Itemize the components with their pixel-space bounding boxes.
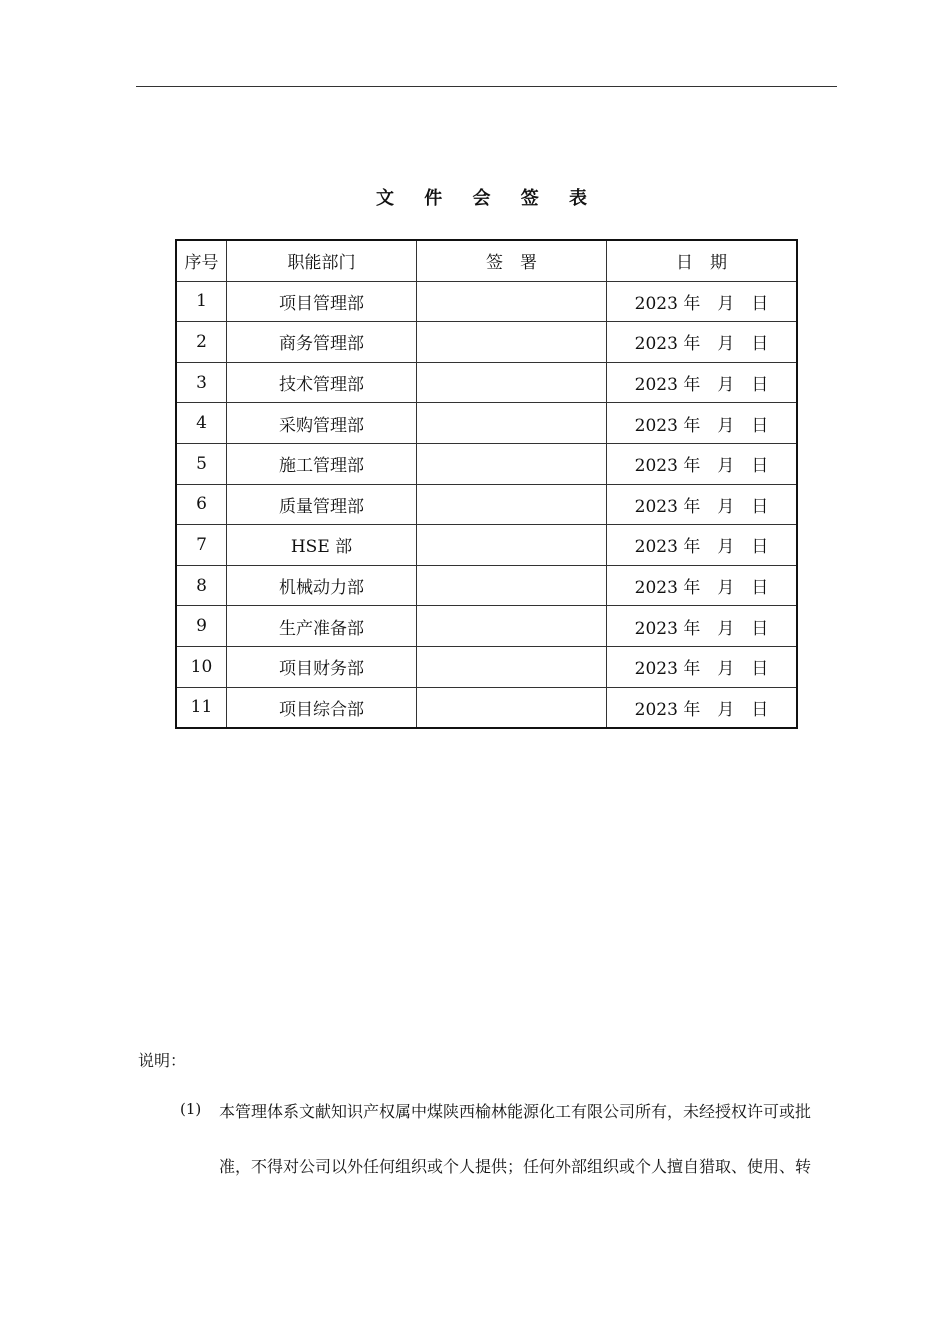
table-row: [176, 443, 797, 484]
table-row: [176, 484, 797, 525]
page-title: 文 件 会 签 表: [375, 188, 600, 209]
row-signature-cell[interactable]: [417, 646, 607, 687]
row-number: 9: [176, 606, 227, 647]
row-department: 商务管理部: [227, 322, 417, 363]
row-date: 2023 年 月 日: [607, 646, 798, 687]
row-department: 项目财务部: [227, 646, 417, 687]
row-department: 生产准备部: [227, 606, 417, 647]
table-row: [176, 565, 797, 606]
row-department: HSE 部: [227, 525, 417, 566]
row-date: 2023 年 月 日: [607, 362, 798, 403]
row-department: 机械动力部: [227, 565, 417, 606]
row-number: 10: [176, 646, 227, 687]
header-number: 序号: [176, 240, 227, 281]
row-date: 2023 年 月 日: [607, 484, 798, 525]
row-signature-cell[interactable]: [417, 565, 607, 606]
row-department: 施工管理部: [227, 443, 417, 484]
row-department: 采购管理部: [227, 403, 417, 444]
notes-label: 说明：: [138, 1051, 187, 1070]
table-header-row: [176, 240, 797, 281]
table-row: [176, 687, 797, 728]
row-date: 2023 年 月 日: [607, 443, 798, 484]
row-signature-cell[interactable]: [417, 687, 607, 728]
row-signature-cell[interactable]: [417, 362, 607, 403]
header-department: 职能部门: [227, 240, 417, 281]
row-date: 2023 年 月 日: [607, 281, 798, 322]
note-item-line-2: 准，不得对公司以外任何组织或个人提供；任何外部组织或个人擅自猎取、使用、转: [219, 1157, 812, 1176]
row-date: 2023 年 月 日: [607, 403, 798, 444]
row-number: 5: [176, 443, 227, 484]
row-department: 项目管理部: [227, 281, 417, 322]
row-date: 2023 年 月 日: [607, 687, 798, 728]
header-date: 日 期: [607, 240, 798, 281]
row-number: 2: [176, 322, 227, 363]
table-row: [176, 606, 797, 647]
row-signature-cell[interactable]: [417, 443, 607, 484]
row-signature-cell[interactable]: [417, 281, 607, 322]
row-number: 11: [176, 687, 227, 728]
row-number: 8: [176, 565, 227, 606]
row-number: 4: [176, 403, 227, 444]
table-row: [176, 525, 797, 566]
row-signature-cell[interactable]: [417, 322, 607, 363]
row-date: 2023 年 月 日: [607, 322, 798, 363]
table-row: [176, 322, 797, 363]
table-row: [176, 362, 797, 403]
row-number: 7: [176, 525, 227, 566]
row-date: 2023 年 月 日: [607, 606, 798, 647]
row-department: 技术管理部: [227, 362, 417, 403]
row-department: 质量管理部: [227, 484, 417, 525]
row-signature-cell[interactable]: [417, 606, 607, 647]
note-item-number: (1): [180, 1100, 202, 1118]
header-rule: [136, 86, 837, 87]
row-department: 项目综合部: [227, 687, 417, 728]
row-number: 1: [176, 281, 227, 322]
row-signature-cell[interactable]: [417, 525, 607, 566]
row-number: 6: [176, 484, 227, 525]
row-signature-cell[interactable]: [417, 403, 607, 444]
row-date: 2023 年 月 日: [607, 525, 798, 566]
note-item-line-1: 本管理体系文献知识产权属中煤陕西榆林能源化工有限公司所有，未经授权许可或批: [219, 1102, 812, 1121]
row-signature-cell[interactable]: [417, 484, 607, 525]
row-number: 3: [176, 362, 227, 403]
header-signature: 签 署: [417, 240, 607, 281]
table-row: [176, 646, 797, 687]
table-row: [176, 281, 797, 322]
countersign-table: [175, 239, 798, 729]
table-row: [176, 403, 797, 444]
row-date: 2023 年 月 日: [607, 565, 798, 606]
